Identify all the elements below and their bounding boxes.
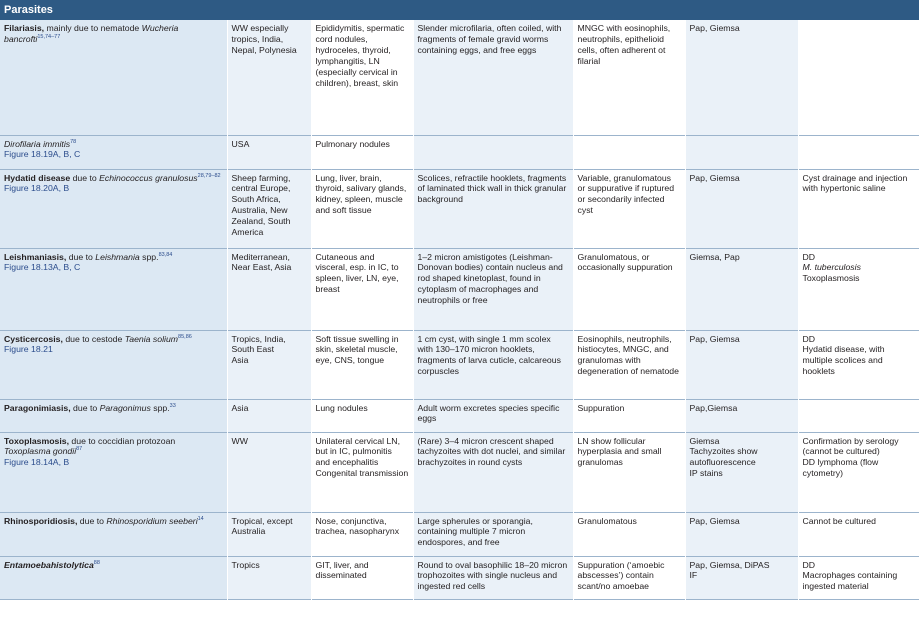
table-row: [0, 399, 919, 432]
cell-text: Giemsa: [689, 435, 720, 446]
figure-link[interactable]: Figure 18.14A, B: [4, 457, 70, 468]
figure-link[interactable]: Figure 18.21: [4, 344, 53, 355]
notes-cell: [798, 432, 919, 512]
notes-cell: [798, 135, 919, 169]
background-cell: [573, 248, 685, 330]
parasites-table: [0, 20, 919, 600]
notes-cell: [798, 556, 919, 599]
background-cell: [573, 399, 685, 432]
cell-text: Variable, granulomatous or suppurative if ruptured or secondarily infected cyst: [577, 172, 675, 216]
disease-name-text: due to: [77, 515, 107, 526]
stains-cell: [685, 20, 798, 135]
cell-text: Cyst drainage and injection with hypertonic saline: [802, 172, 908, 194]
sites-cell: [311, 399, 413, 432]
cell-text: 1 cm cyst, with single 1 mm scolex with 130–170 micron hooklets, fragments of larva cuticle, calcareous corpuscles: [417, 333, 561, 377]
cell-text: Unilateral cervical LN, but in IC, pulmonitis and encephalitis Congenital transmission: [315, 435, 409, 479]
cell-text: Round to oval basophilic 18–20 micron trophozoites with single nucleus and ingested red cells: [417, 559, 568, 592]
background-cell: [573, 135, 685, 169]
cytology-cell: [413, 248, 573, 330]
background-cell: [573, 432, 685, 512]
table-row: [0, 556, 919, 599]
geography-cell: [227, 330, 311, 399]
cell-text: IF: [689, 570, 698, 581]
cell-text: Nose, conjunctiva, trachea, nasopharynx: [315, 515, 400, 537]
table-row: [0, 432, 919, 512]
reference-superscript[interactable]: 85,86: [178, 333, 192, 340]
cytology-cell: [413, 135, 573, 169]
cell-text: Pap, Giemsa, DiPAS: [689, 559, 770, 570]
reference-superscript[interactable]: 33: [169, 402, 176, 409]
sites-cell: [311, 556, 413, 599]
cell-text: IP stains: [689, 468, 723, 479]
geography-cell: [227, 556, 311, 599]
geography-cell: [227, 135, 311, 169]
disease-cell: [0, 432, 227, 512]
notes-cell: [798, 399, 919, 432]
geography-cell: [227, 432, 311, 512]
sites-cell: [311, 20, 413, 135]
disease-name-text: due to: [70, 402, 100, 413]
stains-cell: [685, 512, 798, 556]
cell-text: Tropical, except Australia: [231, 515, 293, 537]
disease-cell: [0, 135, 227, 169]
reference-superscript[interactable]: 78: [70, 138, 77, 145]
cell-text: DD: [802, 333, 816, 344]
disease-name-text: Rhinosporidium seeberi: [106, 515, 198, 526]
sites-cell: [311, 432, 413, 512]
figure-link[interactable]: Figure 18.20A, B: [4, 183, 70, 194]
cell-text: WW especially tropics, India, Nepal, Polynesia: [231, 23, 297, 55]
disease-cell: [0, 399, 227, 432]
disease-cell: [0, 330, 227, 399]
cell-text: 1–2 micron amistigotes (Leishman-Donovan bodies) contain nucleus and rod shaped kinetoplast, found in cytoplasm of macrophages and neutrophils or free: [417, 251, 563, 306]
table-body: [0, 20, 919, 599]
cell-text: Cannot be cultured: [802, 515, 876, 526]
disease-cell: [0, 20, 227, 135]
reference-superscript[interactable]: 28,79–82: [197, 172, 221, 179]
disease-cell: [0, 512, 227, 556]
stains-cell: [685, 135, 798, 169]
cell-text: Adult worm excretes species specific eggs: [417, 402, 560, 424]
geography-cell: [227, 169, 311, 248]
cell-text: Granulomatous, or occasionally suppuration: [577, 251, 673, 273]
cell-text: USA: [231, 138, 250, 149]
table-row: [0, 248, 919, 330]
disease-name-text: Toxoplasma gondii: [4, 446, 77, 457]
disease-name-text: Paragonimiasis,: [4, 402, 71, 413]
reference-superscript[interactable]: 88: [93, 559, 100, 566]
cell-text: Pap,Giemsa: [689, 402, 738, 413]
cell-text: Pap, Giemsa: [689, 23, 740, 33]
background-cell: [573, 330, 685, 399]
table-row: [0, 169, 919, 248]
table-row: [0, 135, 919, 169]
cell-text: Mediterranean, Near East, Asia: [231, 251, 292, 273]
cell-text: Lung, liver, brain, thyroid, salivary glands, kidney, spleen, muscle and soft tissue: [315, 172, 407, 216]
cytology-cell: [413, 432, 573, 512]
stains-cell: [685, 432, 798, 512]
stains-cell: [685, 556, 798, 599]
cell-text: GIT, liver, and disseminated: [315, 559, 369, 581]
cell-text: Slender microfilaria, often coiled, with fragments of female gravid worms containing eggs, and free eggs: [417, 23, 562, 55]
cell-text: Pap, Giemsa: [689, 172, 740, 183]
notes-cell: [798, 169, 919, 248]
cell-text: Suppuration: [577, 402, 625, 413]
cell-text: Giemsa, Pap: [689, 251, 740, 262]
cytology-cell: [413, 399, 573, 432]
cell-text: DD lymphoma (flow cytometry): [802, 457, 879, 479]
background-cell: [573, 556, 685, 599]
disease-cell: [0, 169, 227, 248]
cell-text: Confirmation by serology (cannot be cultured): [802, 435, 899, 457]
cytology-cell: [413, 20, 573, 135]
disease-name-text: Filariasis,: [4, 23, 45, 33]
disease-name-text: due to: [66, 251, 96, 262]
cell-text: DD: [802, 559, 816, 570]
cell-text: (Rare) 3–4 micron crescent shaped tachyzoites with dot nuclei, and similar brachyzoites in round cysts: [417, 435, 566, 468]
table-row: [0, 512, 919, 556]
disease-name-text: Hydatid disease: [4, 172, 71, 183]
disease-name-text: due to: [70, 172, 100, 183]
disease-name-text: Leishmania: [95, 251, 140, 262]
cell-text: Tachyzoites show autofluorescence: [689, 446, 758, 468]
cell-text: Hydatid disease, with multiple scolices and hooklets: [802, 344, 885, 377]
reference-superscript[interactable]: 87: [76, 446, 83, 453]
disease-name-text: mainly due to nematode: [44, 23, 142, 33]
section-header: [0, 0, 919, 20]
geography-cell: [227, 248, 311, 330]
disease-name-text: due to coccidian protozoan: [69, 435, 176, 446]
cell-text: Pulmonary nodules: [315, 138, 390, 149]
cell-text: WW: [231, 435, 248, 446]
disease-name-text: Echinococcus granulosus: [99, 172, 198, 183]
disease-name-text: spp.: [139, 251, 159, 262]
cell-text: Lung nodules: [315, 402, 368, 413]
stains-cell: [685, 330, 798, 399]
disease-name-text: Paragonimus: [99, 402, 151, 413]
disease-name-text: Taenia solium: [124, 333, 179, 344]
table-row: [0, 330, 919, 399]
stains-cell: [685, 169, 798, 248]
cell-text: M. tuberculosis: [802, 262, 861, 273]
sites-cell: [311, 169, 413, 248]
sites-cell: [311, 248, 413, 330]
cell-text: Sheep farming, central Europe, South Africa, Australia, New Zealand, South America: [231, 172, 291, 238]
disease-name-text: due to cestode: [62, 333, 125, 344]
notes-cell: [798, 248, 919, 330]
disease-name-text: spp.: [150, 402, 170, 413]
stains-cell: [685, 399, 798, 432]
figure-link[interactable]: Figure 18.13A, B, C: [4, 262, 81, 273]
sites-cell: [311, 330, 413, 399]
geography-cell: [227, 20, 311, 135]
stains-cell: [685, 248, 798, 330]
cell-text: Pap, Giemsa: [689, 333, 740, 344]
geography-cell: [227, 512, 311, 556]
cell-text: Toxoplasmosis: [802, 273, 860, 284]
geography-cell: [227, 399, 311, 432]
table-row: [0, 20, 919, 135]
cell-text: Scolices, refractile hooklets, fragments of laminated thick wall in thick granular background: [417, 172, 567, 205]
sites-cell: [311, 135, 413, 169]
cell-text: Granulomatous: [577, 515, 637, 526]
cell-text: MNGC with eosinophils, neutrophils, epithelioid cells, often adherent ot filarial: [577, 23, 671, 66]
reference-superscript[interactable]: 83,84: [158, 251, 173, 258]
cell-text: Asia: [231, 402, 249, 413]
cell-text: Epididymitis, spermatic cord nodules, hydroceles, thyroid, lymphangitis, LN (especially cervical in children), breast, skin: [315, 23, 405, 88]
disease-name-text: Toxoplasmosis,: [4, 435, 70, 446]
cell-text: Large spherules or sporangia, containing multiple 7 micron endospores, and free: [417, 515, 533, 548]
cell-text: Eosinophils, neutrophils, histiocytes, MNGC, and granulomas with degeneration of nematode: [577, 333, 679, 377]
cell-text: Suppuration (‘amoebic abscesses’) contain scant/no amoebae: [577, 559, 665, 592]
cell-text: Macrophages containing ingested material: [802, 570, 898, 592]
cell-text: LN show follicular hyperplasia and small granulomas: [577, 435, 662, 468]
disease-name-text: Cysticercosis,: [4, 333, 63, 344]
background-cell: [573, 512, 685, 556]
sites-cell: [311, 512, 413, 556]
disease-cell: [0, 556, 227, 599]
disease-name-text: Wucheria bancrofti: [4, 23, 179, 44]
cell-text: Tropics: [231, 559, 260, 570]
figure-link[interactable]: Figure 18.19A, B, C: [4, 149, 81, 160]
cell-text: Asia: [231, 355, 249, 366]
notes-cell: [798, 330, 919, 399]
background-cell: [573, 20, 685, 135]
background-cell: [573, 169, 685, 248]
notes-cell: [798, 20, 919, 135]
notes-cell: [798, 512, 919, 556]
cell-text: Cutaneous and visceral, esp. in IC, to spleen, liver, LN, eye, breast: [315, 251, 399, 295]
disease-name-text: Rhinosporidiosis,: [4, 515, 78, 526]
disease-name-text: Entamoebahistolytica: [4, 559, 94, 570]
cytology-cell: [413, 169, 573, 248]
cell-text: Tropics, India, South East: [231, 333, 286, 355]
cytology-cell: [413, 556, 573, 599]
cell-text: DD: [802, 251, 816, 262]
section-title: Parasites: [4, 4, 53, 16]
cell-text: Soft tissue swelling in skin, skeletal muscle, eye, CNS, tongue: [315, 333, 399, 366]
cell-text: Pap, Giemsa: [689, 515, 740, 526]
reference-superscript[interactable]: 14: [197, 515, 204, 522]
disease-name-text: Dirofilaria immitis: [4, 138, 71, 149]
disease-cell: [0, 248, 227, 330]
disease-name-text: Leishmaniasis,: [4, 251, 67, 262]
cytology-cell: [413, 330, 573, 399]
reference-superscript[interactable]: 15,74–77: [37, 34, 61, 41]
cytology-cell: [413, 512, 573, 556]
